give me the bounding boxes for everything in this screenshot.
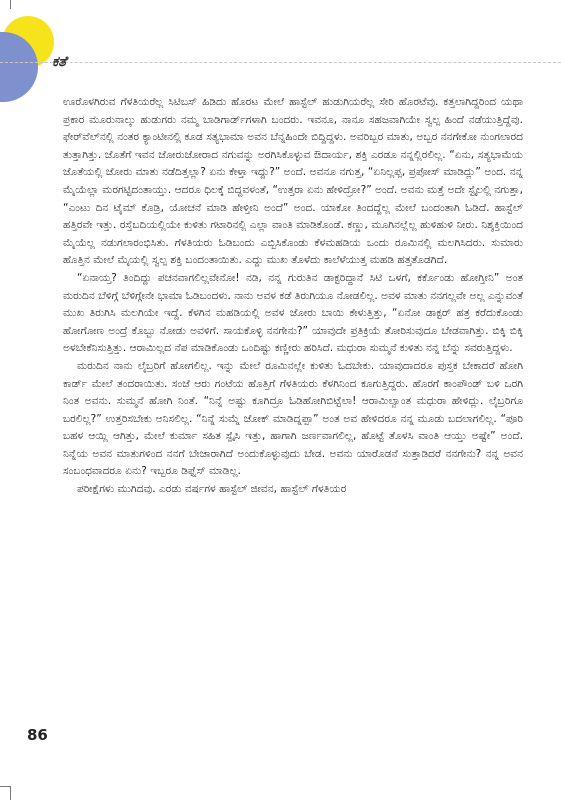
crop-mark-top [10, 0, 11, 9]
header-dotted-rule [0, 62, 561, 63]
crop-mark-bottom-h [0, 786, 10, 787]
section-label: ಕತೆ [52, 54, 67, 70]
paragraph: ಊರೊಳಗಿರುವ ಗೆಳತಿಯರೆಲ್ಲ ಸಿಟಿಬಸ್ ಹಿಡಿದು ಹೊರಟ ಮೇಲೆ ಹಾಸ್ಟೆಲ್ ಹುಡುಗಿಯರೆಲ್ಲ ಸೇರಿ ಹೊರಟೆವು. ಕತ್ತಲಾಗಿದ್ದರಿಂದ ಯಥಾ ಪ್ರಕಾರ ಮೂರುನಾಲ್ಕು ಹುಡುಗರು ನಮ್ಮ ಬಾಡಿಗಾರ್ಡ್‌ಗಳಾಗಿ ಬಂದರು. ಇವನೂ, ನಾನೂ ಸಹಜವಾಗಿಯೇ ಸ್ವಲ್ಪ ಹಿಂದೆ ನಡೆಯುತ್ತಿದ್ದೆವು. ಫೇರ್‌ವೆಲ್‌ನಲ್ಲಿ ನಂತರ ಕ್ಯಾಂಟೀನಲ್ಲಿ ಕೂಡ ಸತ್ಯಭಾಮಾ ಅವನ ಬೆನ್ನಹಿಂದೇ ಬಿದ್ದಿದ್ದಳು. ಅವರಿಬ್ಬರ ಮಾತು, ಅಬ್ಬರ ನನಗೇಕೋ ನುಂಗಲಾರದ ತುತ್ತಾಗಿತ್ತು. ಜೊತೆಗೆ ಇವನ ಜೋರುಜೋರಾದ ನಗುವನ್ನು ಅರಗಿಸಿಕೊಳ್ಳುವ ಔದಾರ್ಯ, ಶಕ್ತಿ ಎರಡೂ ನನ್ನಲ್ಲಿರಲಿಲ್ಲ. “ಏನು, ಸತ್ಯಭಾಮೆಯ ಜೊತೆಯಲ್ಲಿ ಜೋರು ಮಾತು ನಡೆದಿತ್ತಲ್ಲಾ? ಏನು ಕೇಳ್ತಾ ಇದ್ದು?” ಅಂದೆ. ಅವನೂ ನಗುತ್ತ, “ಏನಿಲ್ಲಪ್ಪ, ಪ್ರಪೋಸ್ ಮಾಡಿದ್ಲು” ಅಂದ. ನನ್ನ ಮೈಯೆಲ್ಲಾ ಮರಗಟ್ಟಿದಂತಾಯ್ತು. ಆದರೂ ಧಿಲಕ್ಕೆ ಬಿದ್ದವಳಂತೆ, “ಉತ್ತರಾ ಏನು ಹೇಳಿದ್ರೋ?” ಅಂದೆ. ಅವನು ಮತ್ತೆ ಅದೇ ಸ್ಟೈಲಲ್ಲಿ ನಗುತ್ತಾ, “ಎಂಟು ದಿನ ಟೈಮ್ ಕೊಡ್ರಿ, ಯೋಚನೆ ಮಾಡಿ ಹೇಳ್ತೀನಿ ಅಂದೆ” ಅಂದ. ಯಾಕೋ ತಿಂದದ್ದೆಲ್ಲ ಮೇಲೆ ಬಂದಂತಾಗಿ ಓಡಿದೆ. ಹಾಸ್ಟೆಲ್ ಹತ್ತಿರವೇ ಇತ್ತು. ರಸ್ತೆಬದಿಯಲ್ಲಿಯೇ ಕುಳಿತು ಗಟಾರಿನಲ್ಲಿ ಎಲ್ಲಾ ವಾಂತಿ ಮಾಡಿಕೊಂಡೆ. ಕಣ್ಣು, ಮೂಗಿನಲ್ಲೆಲ್ಲ ಹುಳಿಹುಳಿ ನೀರು. ನಿಶ್ಶಕ್ತಿಯಿಂದ ಮೈಯೆಲ್ಲ ನಡುಗಲಾರಂಭಿಸಿತು. ಗೆಳತಿಯರು ಓಡಿಬಂದು ಎಬ್ಬಿಸಿಕೊಂಡು ಕೆಳಮಹಡಿಯ ಒಂದು ರೂಮಿನಲ್ಲಿ ಮಲಗಿಸಿದರು. ಸುಮಾರು ಹೊತ್ತಿನ ಮೇಲೆ ಮೈಯಲ್ಲಿ ಸ್ವಲ್ಪ ಶಕ್ತಿ ಬಂದಂತಾಯಿತು. ಎದ್ದು ಮುಖ ತೊಳೆದು ಕಾಲೆಳೆಯುತ್ತ ಮಹಡಿ ಹತ್ತತೊಡಗಿದೆ. [63, 96, 523, 267]
story-body [63, 94, 523, 499]
paragraph: ಪರೀಕ್ಷೆಗಳು ಮುಗಿದವು. ಎರಡು ವರ್ಷಗಳ ಹಾಸ್ಟೆಲ್ ಜೀವನ, ಹಾಸ್ಟೆಲ್ ಗೆಳತಿಯರ [77, 483, 347, 496]
crop-mark-bottom [10, 786, 11, 800]
paragraph: ಮರುದಿನ ನಾನು ಲೈಬ್ರರಿಗೆ ಹೋಗಲಿಲ್ಲ. ಇನ್ನು ಮೇಲೆ ರೂಮಿನಲ್ಲೇ ಕುಳಿತು ಓದಬೇಕು. ಯಾವುದಾದರೂ ಪುಸ್ತಕ ಬೇಕಾದರೆ ಹೋಗಿ ಕಾರ್ಡ್ ಮೇಲೆ ತಂದರಾಯಿತು. ಸಂಜೆ ಆರು ಗಂಟೆಯ ಹೊತ್ತಿಗೆ ಗೆಳತಿಯರು ಕೆಳಗಿನಿಂದ ಕೂಗುತ್ತಿದ್ದರು. ಹೊರಗೆ ಕಾಂಪೌಂಡ್ ಬಳಿ ಒರಗಿ ನಿಂತ ಅವನು. ಸುಮ್ಮನೆ ಹೋಗಿ ನಿಂತೆ. “ನಿನ್ನೆ ಅಷ್ಟು ಕೂಗಿದ್ರೂ ಓಡಿಹೋಗಿಬಿಟ್ಟೆಲಾ! ಆರಾಮಿಲ್ವಾಂತ ಮಧುರಾ ಹೇಳಿದ್ಲು. ಲೈಬ್ರರಿಗೂ ಬರಲಿಲ್ಲ?” ಉತ್ತರಿಸಬೇಕು ಅನಿಸಲಿಲ್ಲ. “ನಿನ್ನೆ ಸುಮ್ನೆ ಜೋಕ್ ಮಾಡಿದ್ನಪ್ಪಾ” ಅಂತ ಅವ ಹೇಳಿದರೂ ನನ್ನ ಮೂಡು ಬದಲಾಗಲಿಲ್ಲ. “ಪೂರಿ ಬಹಳ ಆಯ್ಲಿ ಆಗಿತ್ತು, ಮೇಲೆ ಕುರ್ಮಾ ಸಹಿತ ಸ್ಪೈಸಿ ಇತ್ತು, ಹಾಗಾಗಿ ಜರ್ಣವಾಗಲಿಲ್ಲ, ಹೊಟ್ಟೆ ತೊಳಸಿ ವಾಂತಿ ಆಯ್ತು ಅಷ್ಟೇ” ಅಂದೆ. ನಿನ್ನೆಯ ಅವನ ಮಾತುಗಳಿಂದ ನನಗೆ ಬೇಜಾರಾಗಿದೆ ಅಂದುಕೊಳ್ಳುವುದು ಬೇಡ. ಅವನು ಯಾರೊಡನೆ ಸುತ್ತಾಡಿದರೆ ನನಗೇನು? ನನ್ನ ಅವನ ಸಂಬಂಧವಾದರೂ ಏನು? ಇಬ್ಬರೂ ಡಿಫ್ನೆಸ್ ಮಾಡಿಲ್ಲ. [63, 359, 523, 478]
paragraph: “ಏನಾಯ್ತ? ತಿಂದಿದ್ದು ಪಚನವಾಗಲಿಲ್ಲವೇನೋ! ನಡಿ, ನನ್ನ ಗುರುತಿನ ಡಾಕ್ಟರಿದ್ದಾನೆ ಸಿಟಿ ಒಳಗೆ, ಕರ್ಕೊಂಡು ಹೋಗ್ತೀನಿ” ಅಂತ ಮರುದಿನ ಬೆಳಿಗ್ಗೆ ಬೆಳಿಗ್ಗೇನೇ ಭಾಮಾ ಓಡಿಬಂದಳು. ನಾನು ಅವಳ ಕಡೆ ತಿರುಗಿಯೂ ನೋಡಲಿಲ್ಲ. ಅವಳ ಮಾತು ನನಗಲ್ಲವೇ ಅಲ್ಲ ಎನ್ನುವಂತೆ ಮುಖ ತಿರುಗಿಸಿ ಮಲಗಿಯೇ ಇದ್ದೆ. ಕೆಳಗಿನ ಮಹಡಿಯಲ್ಲಿ ಅವಳ ಜೋರು ಬಾಯಿ ಕೇಳುತ್ತಿತ್ತು, “ಏನೋ ಡಾಕ್ಟರ್ ಹತ್ರ ಕರೆದುಕೊಂಡು ಹೋಗೋಣ ಅಂದ್ರೆ ಕೊಬ್ಬು ನೋಡು ಅವಳಿಗೆ. ಸಾಯಕೊಳ್ಳಿ ನನಗೇನು?” ಯಾವುದೇ ಪ್ರತಿಕ್ರಿಯೆ ತೋರಿಸುವುದೂ ಬೇಡವಾಗಿತ್ತು. ಬಿಕ್ಕಿ ಬಿಕ್ಕಿ ಅಳಬೇಕೆನಿಸುತ್ತಿತ್ತು. ಆರಾಮಿಲ್ಲದ ನೆಪ ಮಾಡಿಕೊಂಡು ಒಂದಿಷ್ಟು ಕಣ್ಣೀರು ಹರಿಸಿದೆ. ಮಧುರಾ ಸುಮ್ಮನೆ ಕುಳಿತು ನನ್ನ ಬೆನ್ನು ಸವರುತ್ತಿದ್ದಳು. [63, 271, 523, 355]
page-number: 86 [27, 726, 48, 744]
